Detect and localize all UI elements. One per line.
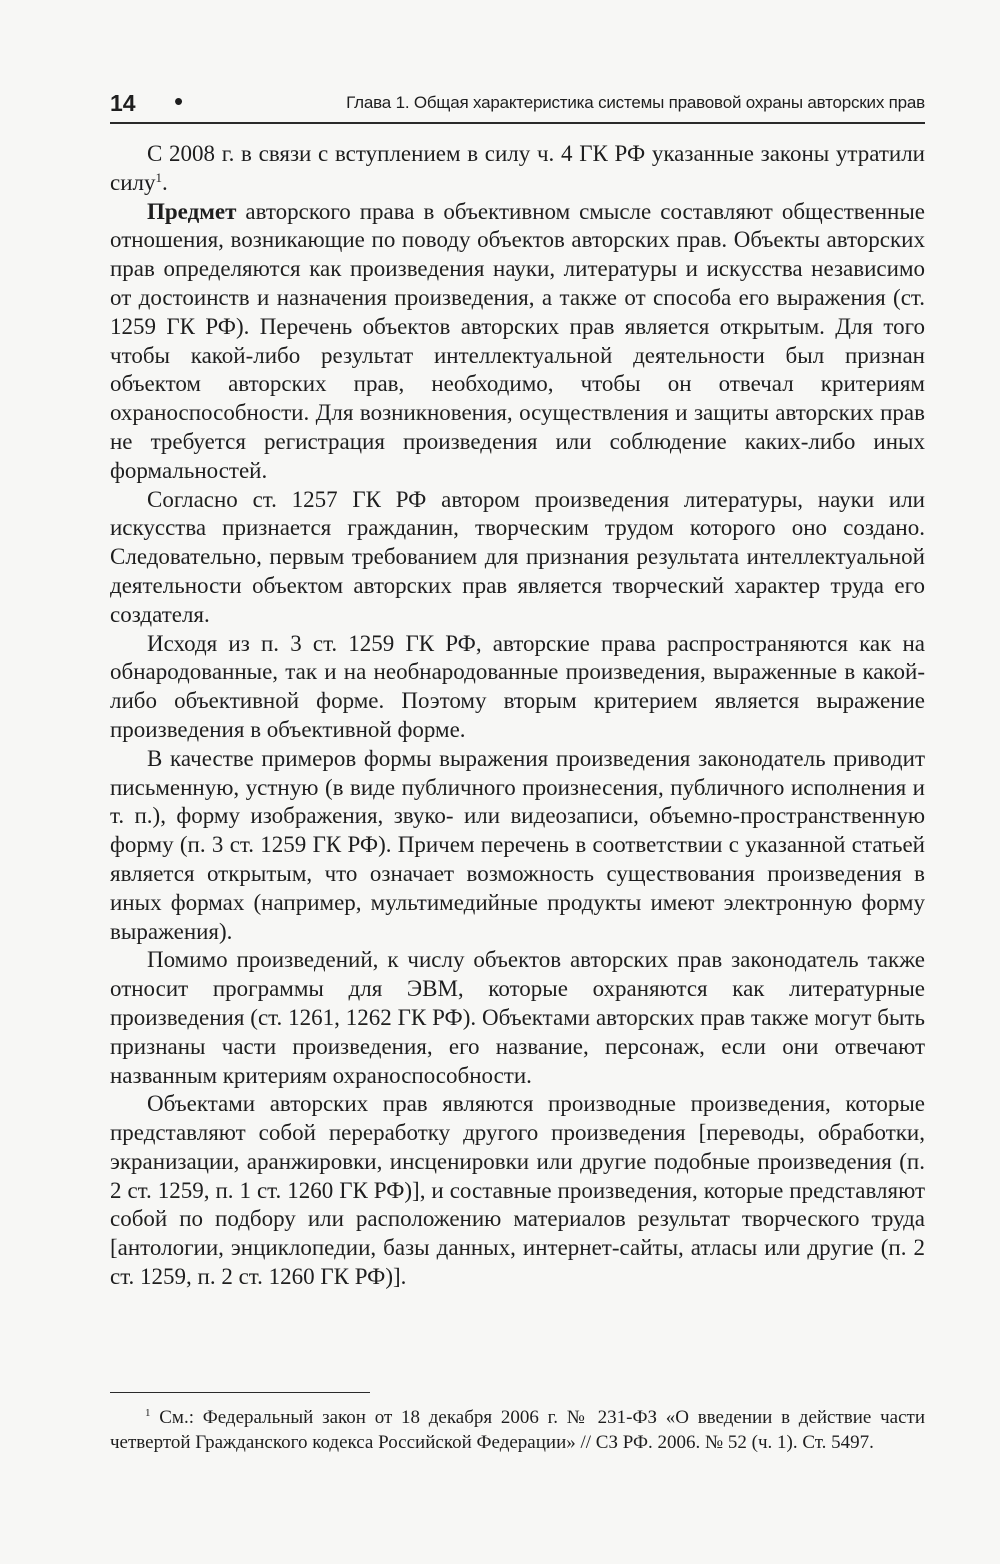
footnote-marker: 1 [145, 1407, 151, 1419]
paragraph [110, 486, 925, 630]
paragraph-text: Объектами авторских прав являются производные произведения, которые представляют собой переработку другого произведения [переводы, обработки, экранизации, аранжировки, инсценировки или другие подобные произведения (п. 2 ст. 1259, п. 1 ст. 1260 ГК РФ)], и составные произведения, которые представляют собой по подбору или расположению материалов результат творческого труда [антологии, энциклопедии, базы данных, интернет-сайты, атласы или другие (п. 2 ст. 1259, п. 2 ст. 1260 ГК РФ)]. [110, 1091, 925, 1290]
paragraph-text: Помимо произведений, к числу объектов авторских прав законодатель также относит программы для ЭВМ, которые охраняются как литературные произведения (ст. 1261, 1262 ГК РФ). Объектами авторских прав также могут быть признаны части произведения, его название, персонаж, если они отвечают названным критериям охраноспособности. [110, 947, 925, 1088]
paragraph [110, 946, 925, 1090]
footnote-divider [110, 1392, 370, 1393]
paragraph-text: Исходя из п. 3 ст. 1259 ГК РФ, авторские права распространяются как на обнародованные, так и на необнародованные произведения, выраженные в какой-либо объективной форме. Поэтому вторым критерием является выражение произведения в объективной форме. [110, 630, 925, 742]
body-text [110, 140, 925, 1292]
header-bullet: • [174, 86, 184, 116]
footnote-reference[interactable]: 1 [155, 169, 162, 185]
paragraph [110, 630, 925, 745]
page-number: 14 [110, 90, 136, 116]
footnote [110, 1406, 925, 1455]
paragraph-text: В качестве примеров формы выражения произведения законодатель приводит письменную, устную (в виде публичного произнесения, публичного исполнения и т. п.), форму изображения, звуко- или видеозаписи, объемно-пространственную форму (п. 3 ст. 1259 ГК РФ). Причем перечень в соответствии с указанной статьей является открытым, что означает возможность существования произведения в иных формах (например, мультимедийные продукты имеют электронную форму выражения). [110, 745, 925, 944]
running-title: Глава 1. Общая характеристика системы правовой охраны авторских прав [346, 93, 925, 112]
emphasized-term: Предмет [147, 198, 237, 224]
paragraph-text: авторского права в объективном смысле составляют общественные отношения, возникающие по поводу объектов авторских прав. Объекты авторских прав определяются как произведения науки, литературы и искусства независимо от достоинств и назначения произведения, а также от способа его выражения (ст. 1259 ГК РФ). Перечень объектов авторских прав является открытым. Для того чтобы какой-либо результат интеллектуальной деятельности был признан объектом авторских прав, необходимо, чтобы он отвечал критериям охраноспособности. Для возникновения, осуществления и защиты авторских прав не требуется регистрация произведения или соблюдение каких-либо иных формальностей. [110, 198, 925, 483]
paragraph-text: С 2008 г. в связи с вступлением в силу ч. 4 ГК РФ указанные законы утратили силу [110, 141, 925, 195]
paragraph [110, 198, 925, 486]
running-header [110, 88, 925, 124]
paragraph [110, 745, 925, 947]
paragraph-text-tail: . [162, 169, 168, 195]
footnote-text: См.: Федеральный закон от 18 декабря 2006 г. № 231-ФЗ «О введении в действие части четвертой Гражданского кодекса Российской Федерации» // СЗ РФ. 2006. № 52 (ч. 1). Ст. 5497. [110, 1407, 925, 1453]
paragraph-text: Согласно ст. 1257 ГК РФ автором произведения литературы, науки или искусства признается гражданин, творческим трудом которого оно создано. Следовательно, первым требованием для признания результата интеллектуальной деятельности объектом авторских прав является творческий характер труда его создателя. [110, 486, 925, 627]
paragraph [110, 140, 925, 198]
paragraph [110, 1090, 925, 1292]
